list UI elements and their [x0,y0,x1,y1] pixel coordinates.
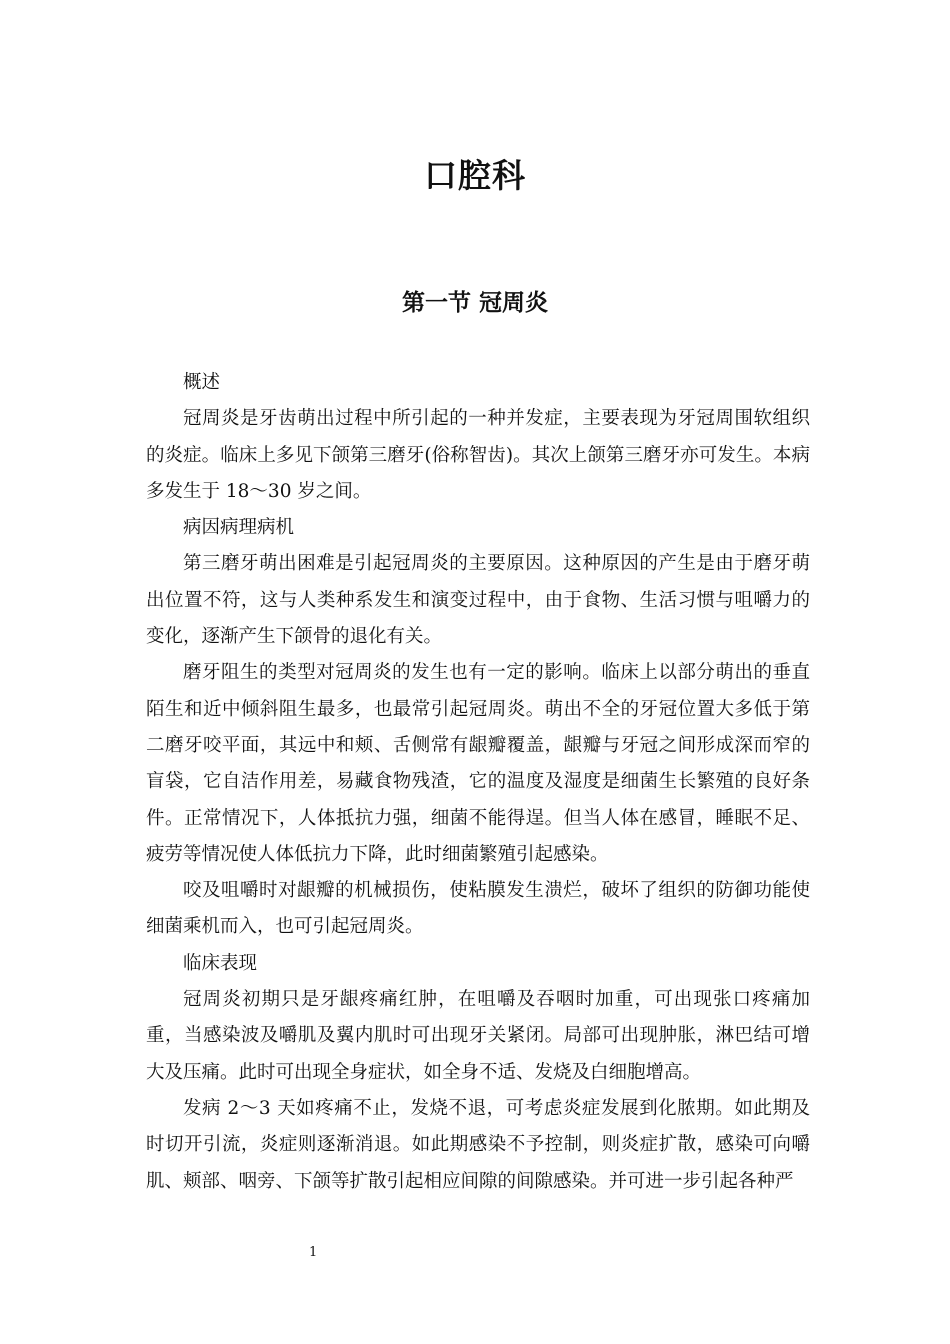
subheading-clinical: 临床表现 [183,952,258,974]
paragraph-etiology-3: 咬及咀嚼时对龈瓣的机械损伤，使粘膜发生溃烂，破坏了组织的防御功能使细菌乘机而入，也可引起冠周炎。 [146,880,810,938]
chapter-title: 口腔科 [424,156,526,195]
document-body [146,365,810,1200]
subheading-overview: 概述 [183,372,221,393]
paragraph-etiology-2: 磨牙阻生的类型对冠周炎的发生也有一定的影响。临床上以部分萌出的垂直陌生和近中倾斜阻生最多，也最常引起冠周炎。萌出不全的牙冠位置大多低于第二磨牙咬平面，其远中和颊、舌侧常有龈瓣覆盖，龈瓣与牙冠之间形成深而窄的盲袋，它自洁作用差，易藏食物残渣，它的温度及湿度是细菌生长繁殖的良好条件。正常情况下，人体抵抗力强，细菌不能得逞。但当人体在感冒，睡眠不足、疲劳等情况使人体低抗力下降，此时细菌繁殖引起感染。 [146,662,810,865]
paragraph-clinical-2: 发病 2～3 天如疼痛不止，发烧不退，可考虑炎症发展到化脓期。如此期及时切开引流，炎症则逐渐消退。如此期感染不予控制，则炎症扩散，感染可向嚼肌、颊部、咽旁、下颌等扩散引起相应间隙的间隙感染。并可进一步引起各种严 [146,1097,810,1192]
page-number: 1 [309,1245,318,1260]
paragraph-overview: 冠周炎是牙齿萌出过程中所引起的一种并发症，主要表现为牙冠周围软组织的炎症。临床上多见下颌第三磨牙(俗称智齿)。其次上颌第三磨牙亦可发生。本病多发生于 18～30 岁之间。 [146,408,810,502]
paragraph-clinical-1: 冠周炎初期只是牙龈疼痛红肿，在咀嚼及吞咽时加重，可出现张口疼痛加重，当感染波及嚼肌及翼内肌时可出现牙关紧闭。局部可出现肿胀，淋巴结可增大及压痛。此时可出现全身症状，如全身不适、发烧及白细胞增高。 [146,989,810,1083]
paragraph-etiology-1: 第三磨牙萌出困难是引起冠周炎的主要原因。这种原因的产生是由于磨牙萌出位置不符，这与人类种系发生和演变过程中，由于食物、生活习惯与咀嚼力的变化，逐渐产生下颌骨的退化有关。 [146,553,810,648]
subheading-etiology: 病因病理病机 [183,517,295,539]
section-title: 第一节 冠周炎 [401,290,548,316]
